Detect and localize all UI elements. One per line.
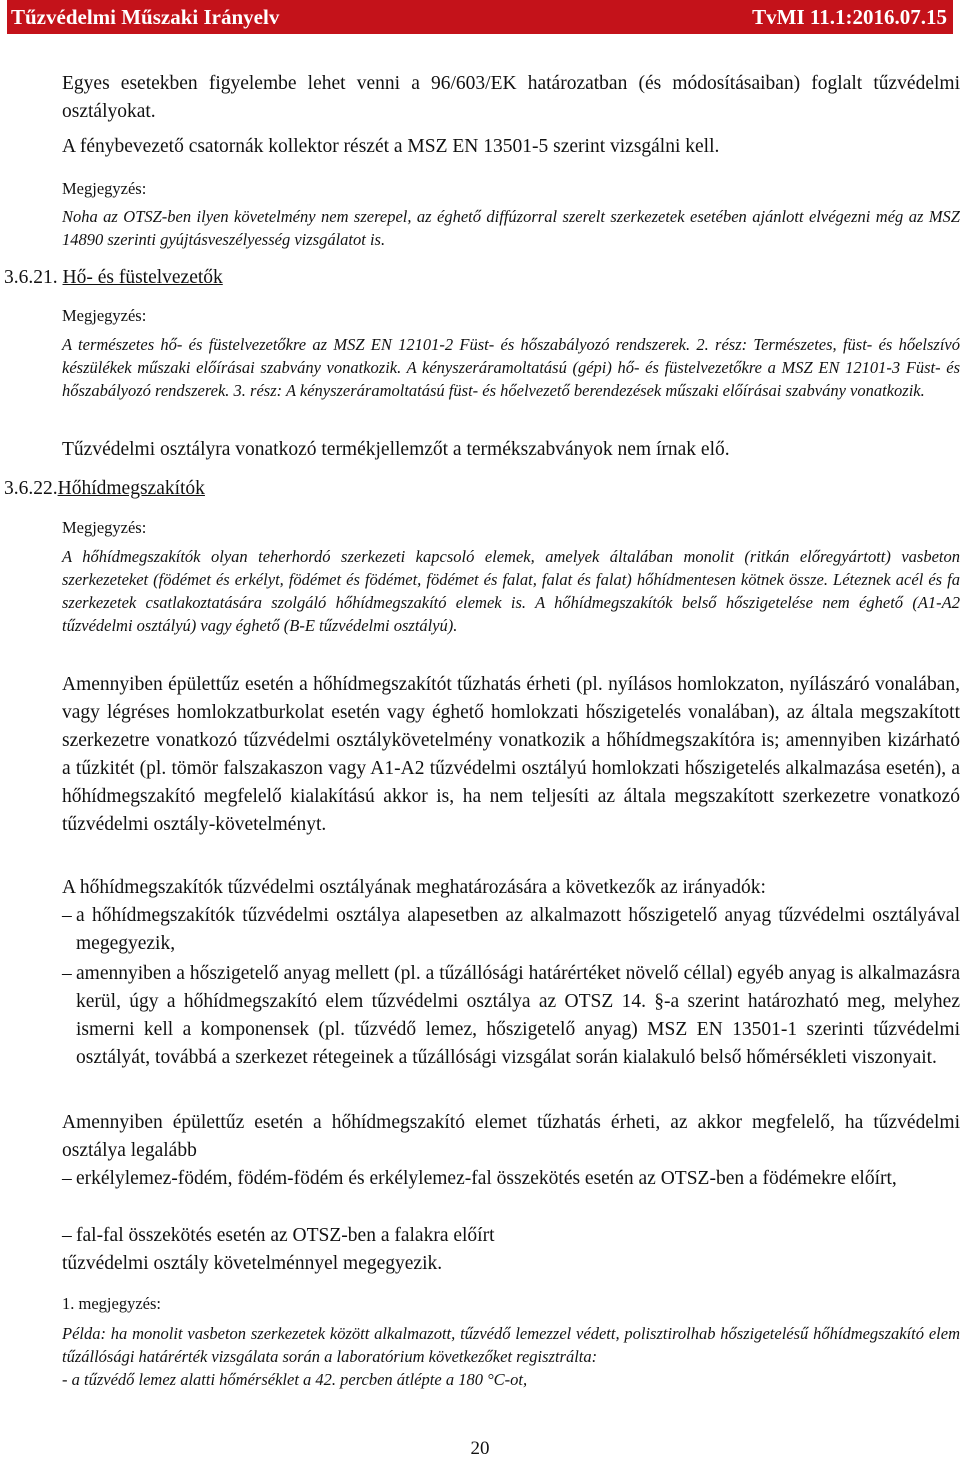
list-marker: –	[62, 905, 72, 926]
note-label: Megjegyzés:	[62, 518, 147, 537]
paragraph-requirement: Amennyiben épülettűz esetén a hőhídmegszakító elemet tűzhatás érheti, az akkor megfelelő, ha tűzvédelmi osztálya legalább	[62, 1112, 960, 1161]
note-label: Megjegyzés:	[62, 179, 147, 198]
paragraph-conclusion: tűzvédelmi osztály követelménnyel megegyezik.	[62, 1253, 443, 1274]
note-label: Megjegyzés:	[62, 306, 147, 325]
list-item-text: erkélylemez-födém, födém-födém és erkélylemez-fal összekötés esetén az OTSZ-ben a födémekre előírt,	[76, 1168, 897, 1189]
note-text-smoke: A természetes hő- és füstelvezetőkre az MSZ EN 12101-2 Füst- és hőszabályozó rendszerek. 2. rész: Természetes, füst- és hőelszívó készülékek műszaki előírásai szabvány vonatkozik. A kényszeráramoltatású (gépi) hő- és füstelvezetőkre a MSZ EN 12101-3 Füst- és hőszabályozó rendszerek. 3. rész: A kényszeráramoltatású füst- és hőelvezető berendezések műszaki előírásai szabvány vonatkozik.	[62, 335, 960, 400]
paragraph-determination: A hőhídmegszakítók tűzvédelmi osztályának meghatározására a következők az irányadók:	[62, 877, 766, 898]
list-item-text: amennyiben a hőszigetelő anyag mellett (pl. a tűzállósági határértéket növelő céllal) egyéb anyag is alkalmazásra kerül, úgy a hőhídmegszakító elem tűzvédelmi osztálya az OTSZ 14. §-a szerint határozható meg, melyhez ismerni kell a komponensek (pl. tűzvédő lemez, hőszigetelő anyag) MSZ EN 13501-1 szerinti tűzvédelmi osztályát, továbbá a szerkezet rétegeinek a tűzállósági vizsgálat során kialakuló belső hőmérsékleti viszonyait.	[76, 963, 960, 1068]
note-text-example: Példa: ha monolit vasbeton szerkezetek között alkalmazott, tűzvédő lemezzel védett, polisztirolhab hőszigetelésű hőhídmegszakító elem tűzállósági határérték vizsgálata során a laboratórium következőket regisztrálta:	[62, 1324, 960, 1366]
section-title: Hőhídmegszakítók	[57, 478, 205, 499]
list-marker: –	[62, 1225, 72, 1246]
list-marker: –	[62, 1168, 72, 1189]
section-title: Hő- és füstelvezetők	[62, 267, 223, 288]
header-doc-id: TvMI 11.1:2016.07.15	[752, 5, 947, 29]
list-item	[62, 1165, 960, 1193]
section-number: 3.6.21.	[4, 267, 58, 288]
list-item	[62, 902, 960, 958]
section-number: 3.6.22.	[4, 478, 58, 499]
section-heading-3-6-21	[4, 264, 223, 292]
paragraph-product-standards: Tűzvédelmi osztályra vonatkozó termékjellemzőt a termékszabványok nem írnak elő.	[62, 439, 730, 460]
note-label: 1. megjegyzés:	[62, 1294, 161, 1313]
paragraph-classes: Egyes esetekben figyelembe lehet venni a 96/603/EK határozatban (és módosításaiban) foglalt tűzvédelmi osztályokat.	[62, 73, 960, 122]
list-item-text: fal-fal összekötés esetén az OTSZ-ben a falakra előírt	[76, 1225, 495, 1246]
document-header	[7, 0, 953, 34]
list-item-text: a hőhídmegszakítók tűzvédelmi osztálya alapesetben az alkalmazott hőszigetelő anyag tűzvédelmi osztályával megegyezik,	[76, 905, 960, 954]
note-example-item: - a tűzvédő lemez alatti hőmérséklet a 42. percben átlépte a 180 °C-ot,	[62, 1370, 528, 1389]
note-text-ignition: Noha az OTSZ-ben ilyen követelmény nem szerepel, az éghető diffúzorral szerelt szerkezetek esetében ajánlott elvégezni még az MSZ 14890 szerinti gyújtásveszélyesség vizsgálatot is.	[62, 207, 960, 249]
paragraph-collector: A fénybevezető csatornák kollektor részét a MSZ EN 13501-5 szerint vizsgálni kell.	[62, 136, 720, 157]
header-title: Tűzvédelmi Műszaki Irányelv	[11, 5, 280, 29]
list-item	[62, 1222, 960, 1250]
page-number: 20	[470, 1438, 490, 1459]
paragraph-fire-exposure: Amennyiben épülettűz esetén a hőhídmegszakítót tűzhatás érheti (pl. nyílásos homlokzaton, nyílászáró vonalában, vagy légréses homlokzatburkolat esetén vagy éghető homlokzati hőszigetelés vonalában), az általa megszakított szerkezetre vonatkozó tűzvédelmi osztálykövetelmény vonatkozik a hőhídmegszakítóra is; amennyiben kizárható a tűzkitét (pl. tömör falszakaszon vagy A1-A2 tűzvédelmi osztályú homlokzati hőszigetelés alkalmazása esetén), a hőhídmegszakító megfelelő kialakítású akkor is, ha nem teljesíti az általa megszakított szerkezetre vonatkozó tűzvédelmi osztály-követelményt.	[62, 674, 960, 835]
note-text-thermal-breaks: A hőhídmegszakítók olyan teherhordó szerkezeti kapcsoló elemek, amelyek általában monolit (ritkán előregyártott) vasbeton szerkezeteket (födémet és erkélyt, födémet és födémet, födémet és falat, falat és falat) hőhídmentesen kötnek össze. Léteznek acél és fa szerkezetek csatlakoztatására szolgáló hőhídmegszakító elemek is. A hőhídmegszakítók belső hőszigetelése nem éghető (A1-A2 tűzvédelmi osztályú) vagy éghető (B-E tűzvédelmi osztályú).	[62, 547, 960, 635]
list-item	[62, 960, 960, 1072]
section-heading-3-6-22	[4, 475, 205, 503]
list-marker: –	[62, 963, 72, 984]
